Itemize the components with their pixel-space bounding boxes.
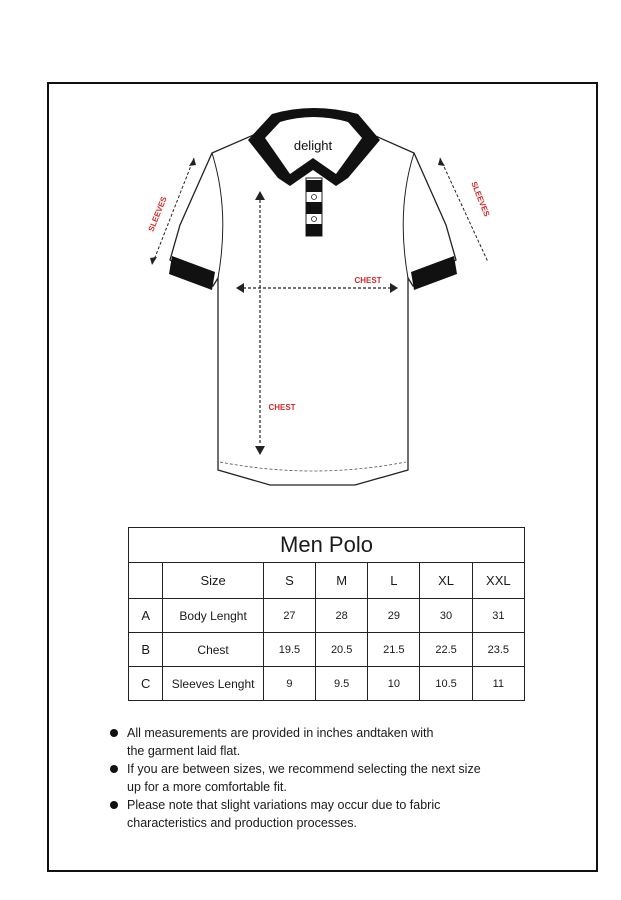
table-row [129, 599, 525, 633]
table-cell: 31 [472, 599, 524, 633]
header-cell: XXL [472, 563, 524, 599]
polo-shirt-illustration [140, 100, 492, 500]
table-cell: 9.5 [316, 667, 368, 701]
brand-logo: delight [293, 138, 333, 153]
header-cell: XL [420, 563, 472, 599]
table-title-row [129, 528, 525, 563]
table-cell: 11 [472, 667, 524, 701]
bullet-icon [110, 765, 118, 773]
sleeves-label-left: SLEEVES [146, 195, 169, 233]
table-cell: 23.5 [472, 633, 524, 667]
header-cell: L [368, 563, 420, 599]
notes-list [110, 724, 481, 832]
note-line: up for a more comfortable fit. [127, 780, 287, 794]
note-line: the garment laid flat. [127, 744, 241, 758]
header-cell: M [316, 563, 368, 599]
table-cell: 21.5 [368, 633, 420, 667]
sleeves-label-right: SLEEVES [469, 180, 492, 218]
table-cell: 29 [368, 599, 420, 633]
table-row [129, 667, 525, 701]
table-cell: 22.5 [420, 633, 472, 667]
list-item [110, 724, 481, 760]
row-letter: B [129, 633, 163, 667]
chest-label-horizontal: CHEST [354, 276, 382, 285]
bullet-icon [110, 801, 118, 809]
bullet-icon [110, 729, 118, 737]
row-measure: Body Lenght [163, 599, 263, 633]
table-cell: 27 [263, 599, 315, 633]
header-blank-cell [129, 563, 163, 599]
list-item [110, 796, 481, 832]
row-measure: Sleeves Lenght [163, 667, 263, 701]
list-item [110, 760, 481, 796]
table-row [129, 633, 525, 667]
note-line: Please note that slight variations may occur due to fabric [127, 798, 441, 812]
table-title: Men Polo [129, 528, 525, 563]
row-letter: A [129, 599, 163, 633]
table-cell: 20.5 [316, 633, 368, 667]
table-cell: 9 [263, 667, 315, 701]
chest-label-vertical: CHEST [268, 403, 296, 412]
row-measure: Chest [163, 633, 263, 667]
table-cell: 19.5 [263, 633, 315, 667]
table-cell: 10.5 [420, 667, 472, 701]
header-cell: Size [163, 563, 263, 599]
header-cell: S [263, 563, 315, 599]
note-line: characteristics and production processes. [127, 816, 357, 830]
row-letter: C [129, 667, 163, 701]
table-header-row [129, 563, 525, 599]
table-cell: 30 [420, 599, 472, 633]
size-chart-table [128, 527, 525, 701]
table-cell: 10 [368, 667, 420, 701]
note-line: If you are between sizes, we recommend selecting the next size [127, 762, 481, 776]
note-line: All measurements are provided in inches andtaken with [127, 726, 434, 740]
table-cell: 28 [316, 599, 368, 633]
